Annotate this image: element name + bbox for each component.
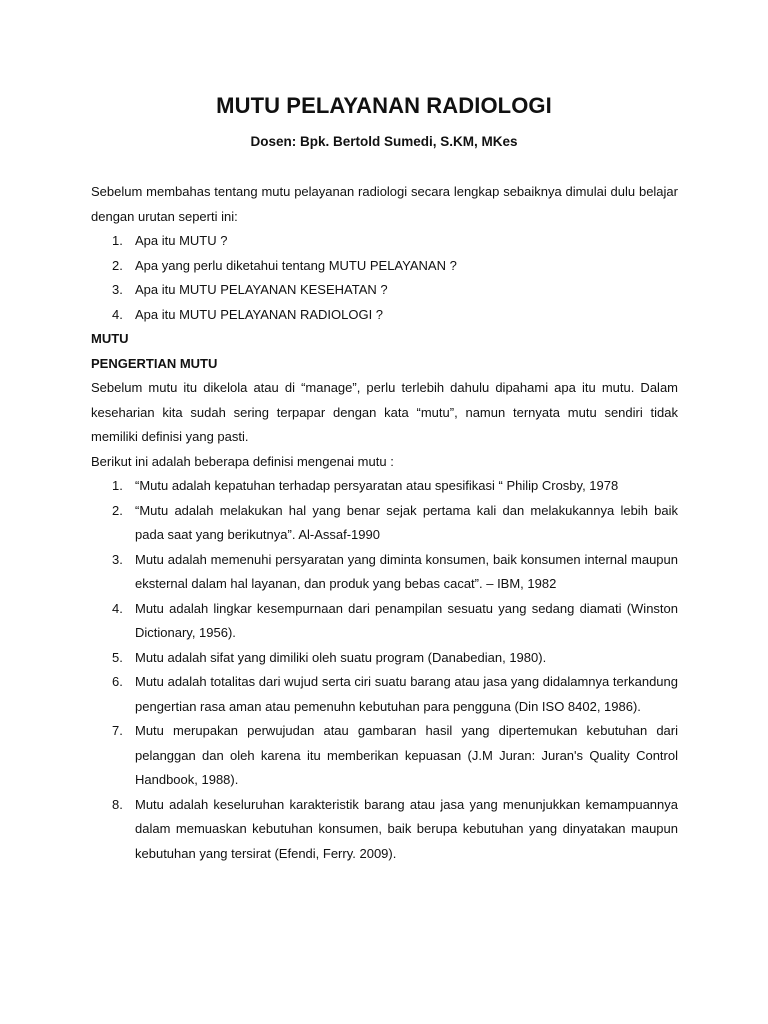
list-item — [91, 278, 678, 303]
list-item-text: Mutu adalah sifat yang dimiliki oleh suatu program (Danabedian, 1980). — [135, 649, 547, 665]
list-item-text: Mutu adalah memenuhi persyaratan yang diminta konsumen, baik konsumen internal maupun eksternal dalam hal layanan, dan produk yang bebas cacat”. – IBM, 1982 — [135, 551, 678, 591]
body-paragraph: Sebelum mutu itu dikelola atau di “manage”, perlu terlebih dahulu dipahami apa itu mutu. Dalam keseharian kita sudah sering terpapar dengan kata “mutu”, namun ternyata mutu sendiri tidak memiliki definisi yang pasti. — [91, 380, 678, 444]
list-item-text: Mutu adalah totalitas dari wujud serta ciri suatu barang atau jasa yang didalamnya terkandung pengertian rasa aman atau pemenuhn kebutuhan para pengguna (Din ISO 8402, 1986). — [135, 674, 678, 714]
list-item — [91, 719, 678, 793]
list-item-number: 3. — [112, 282, 123, 297]
list-item — [91, 474, 678, 499]
list-item-number: 1. — [112, 478, 123, 493]
section-heading-mutu: MUTU — [91, 331, 129, 346]
list-item-text: Apa yang perlu diketahui tentang MUTU PELAYANAN ? — [135, 257, 457, 273]
list-item — [91, 254, 678, 279]
list-item — [91, 303, 678, 328]
list-item-text: Mutu adalah lingkar kesempurnaan dari penampilan sesuatu yang sedang diamati (Winston Dictionary, 1956). — [135, 600, 678, 640]
list-item-text: Mutu adalah keseluruhan karakteristik barang atau jasa yang menunjukkan kemampuannya dalam memuaskan kebutuhan konsumen, baik berupa kebutuhan yang dinyatakan maupun kebutuhan yang tersirat (Efendi, Ferry. 2009). — [135, 796, 678, 861]
document-subtitle: Dosen: Bpk. Bertold Sumedi, S.KM, MKes — [250, 134, 518, 149]
list-item-number: 3. — [112, 551, 123, 567]
list-item — [91, 670, 678, 719]
document-body — [91, 180, 678, 866]
list-item-text: Apa itu MUTU ? — [135, 233, 228, 248]
list-item-number: 2. — [112, 257, 123, 273]
list-item-number: 5. — [112, 649, 123, 665]
list-item — [91, 597, 678, 646]
list-item — [91, 548, 678, 597]
list-item-text: Mutu merupakan perwujudan atau gambaran hasil yang dipertemukan kebutuhan dari pelanggan dan oleh karena itu memberikan kepuasan (J.M Juran: Juran's Quality Control Handbook, 1988). — [135, 723, 678, 787]
intro-paragraph: Sebelum membahas tentang mutu pelayanan radiologi secara lengkap sebaiknya dimulai dulu belajar dengan urutan seperti ini: — [91, 184, 678, 224]
body-paragraph: Berikut ini adalah beberapa definisi mengenai mutu : — [91, 453, 394, 469]
list-item-number: 4. — [112, 600, 123, 616]
list-item-text: “Mutu adalah kepatuhan terhadap persyaratan atau spesifikasi “ Philip Crosby, 1978 — [135, 478, 619, 493]
list-item-text: Apa itu MUTU PELAYANAN KESEHATAN ? — [135, 282, 388, 297]
list-item-number: 2. — [112, 502, 123, 518]
question-list — [91, 229, 678, 327]
list-item — [91, 646, 678, 671]
list-item-number: 8. — [112, 796, 123, 812]
list-item — [91, 229, 678, 254]
list-item-text: “Mutu adalah melakukan hal yang benar sejak pertama kali dan melakukannya lebih baik pada saat yang berikutnya”. Al-Assaf-1990 — [135, 502, 678, 542]
list-item-number: 1. — [112, 233, 123, 248]
list-item-text: Apa itu MUTU PELAYANAN RADIOLOGI ? — [135, 306, 384, 322]
list-item-number: 4. — [112, 306, 123, 322]
section-heading-pengertian-mutu: PENGERTIAN MUTU — [91, 355, 218, 371]
list-item — [91, 499, 678, 548]
definition-list — [91, 474, 678, 866]
document-title: MUTU PELAYANAN RADIOLOGI — [216, 93, 552, 118]
list-item-number: 6. — [112, 674, 123, 689]
list-item-number: 7. — [112, 723, 123, 738]
list-item — [91, 793, 678, 867]
